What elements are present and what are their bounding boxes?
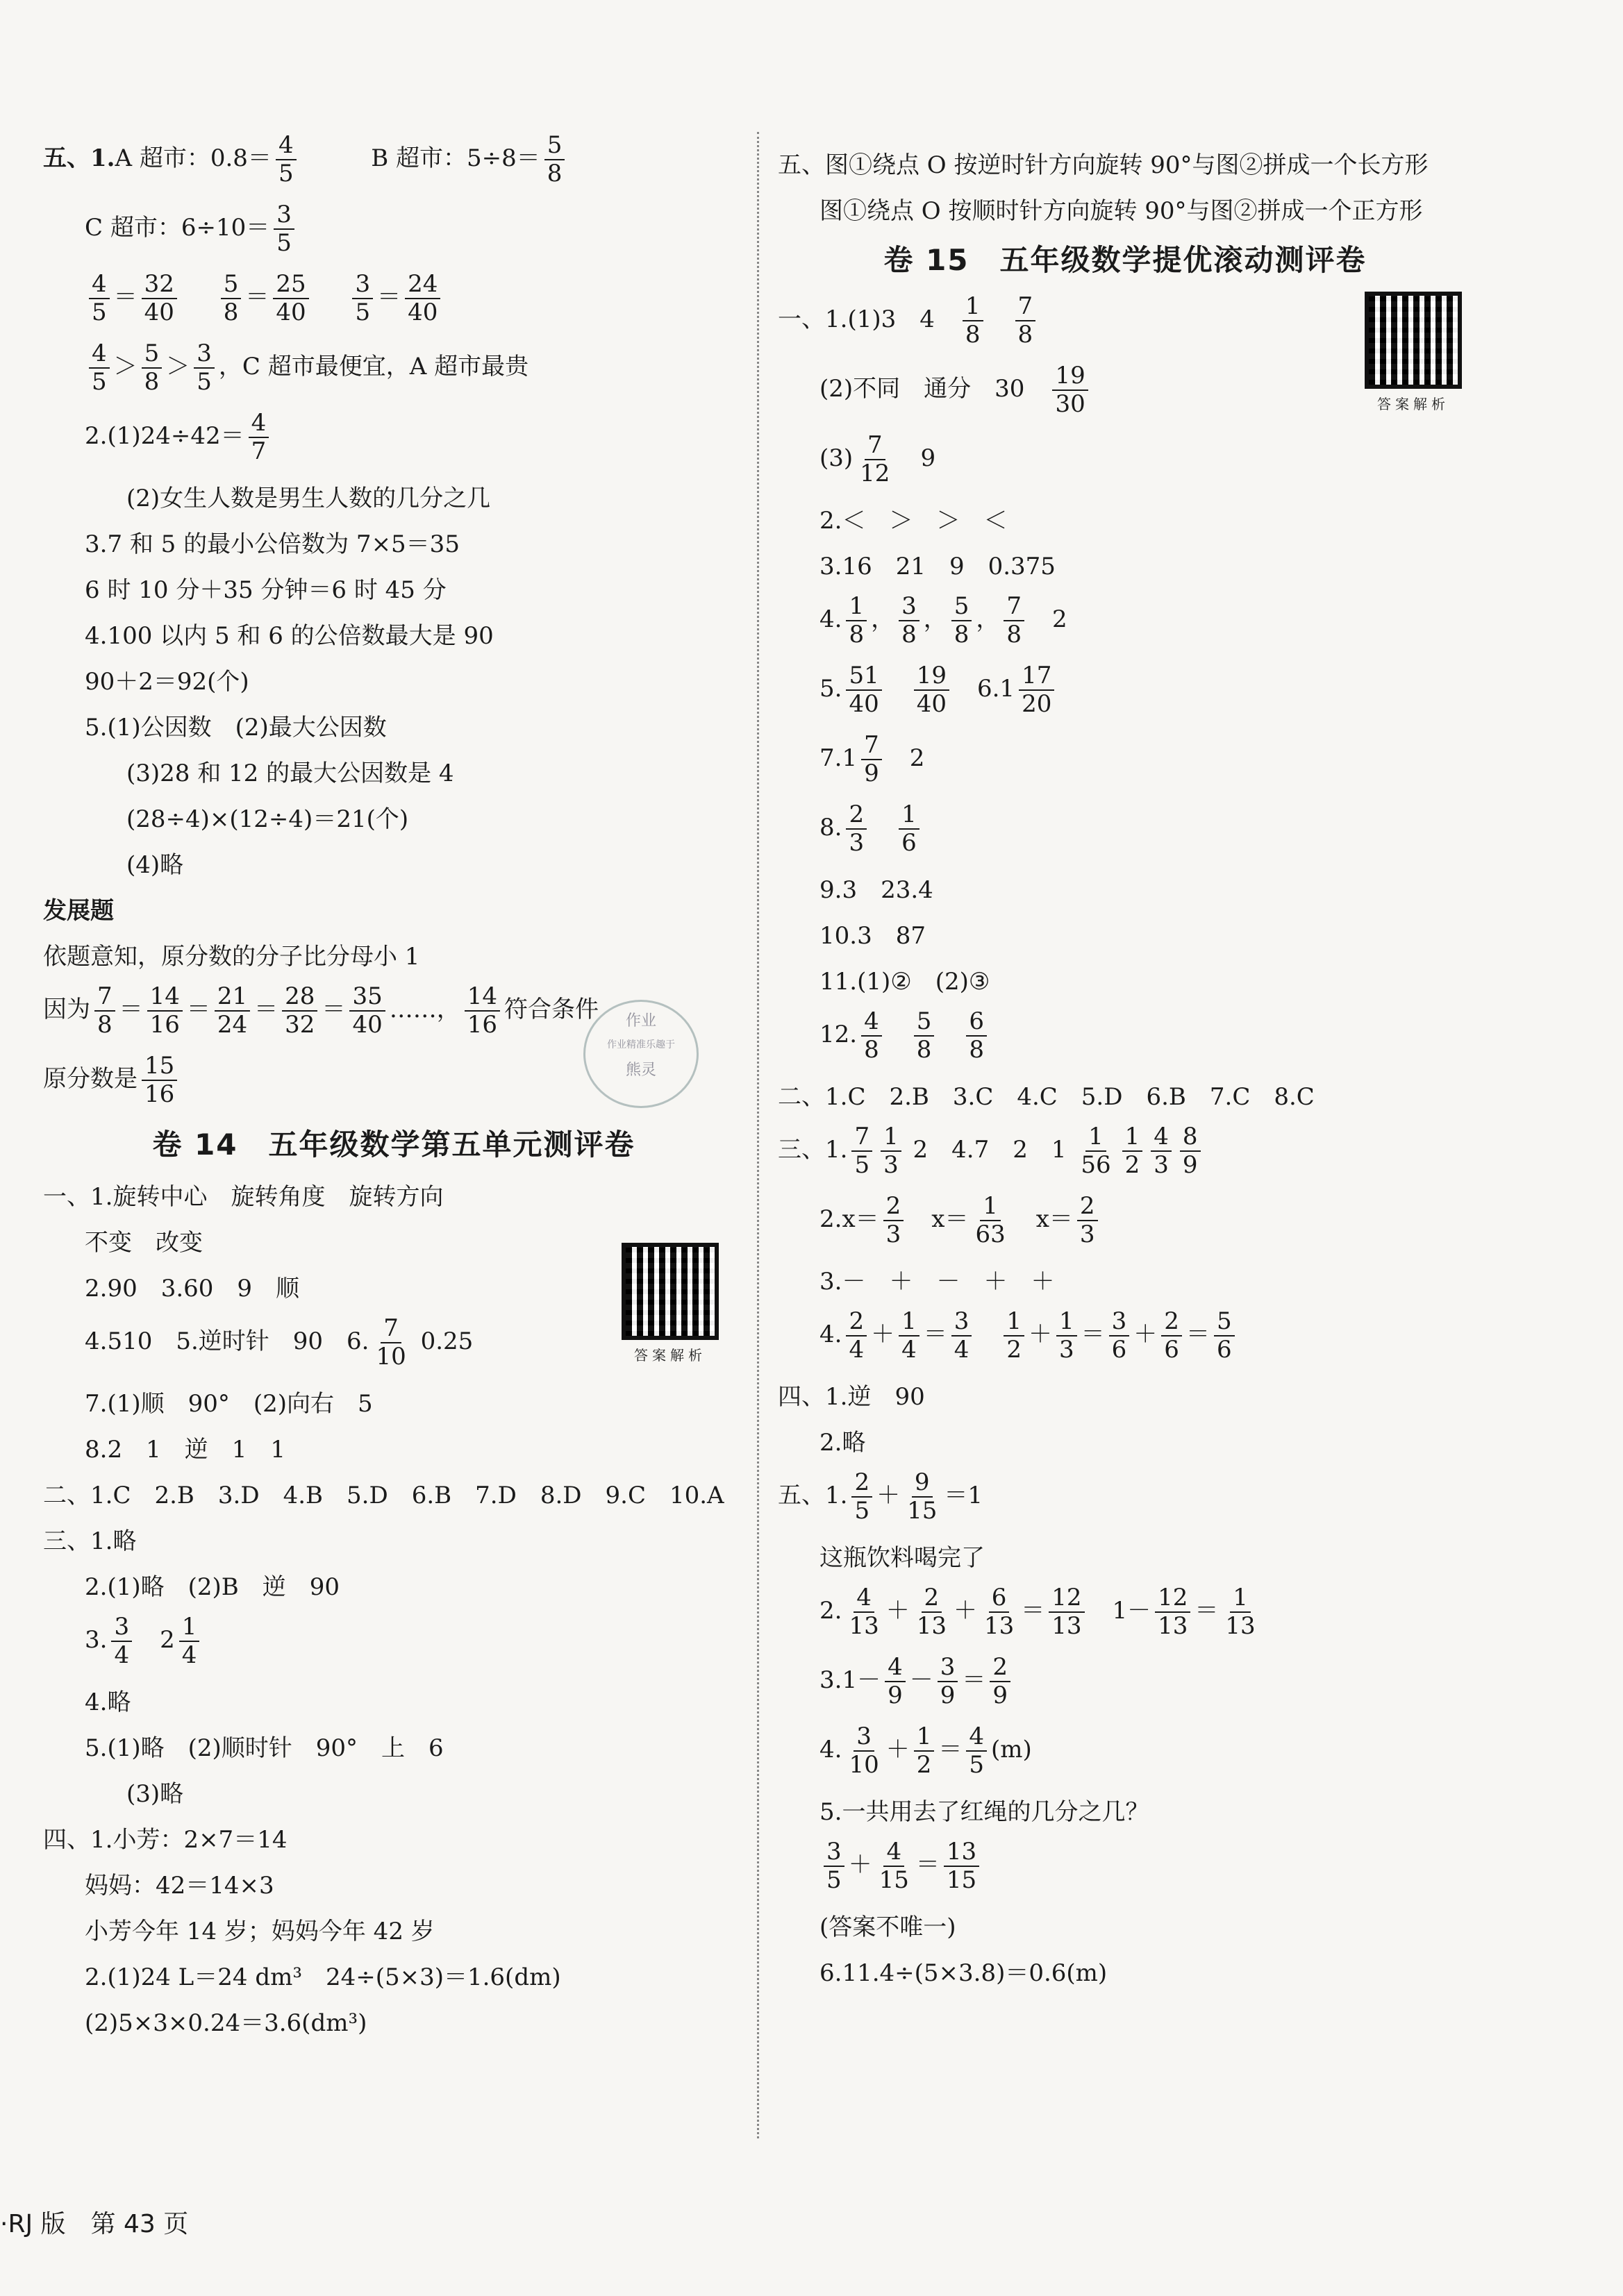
line-r-q1-3: (3) $\frac{7}{12}$ 9 — [819, 431, 936, 488]
line-dev3: 原分数是 $\frac{15}{16}$ — [43, 1053, 744, 1122]
line-dev2: 因为 $\frac{7}{8}$ ＝ $\frac{14}{16}$ ＝ $\frac{21}{24}$ ＝ $\frac{28}{32}$ ＝ $\frac{35}{40}$ ……， $\frac{14}{16}$ 符合条件 — [43, 982, 599, 1039]
line-r-q12: 12. $\frac{4}{8}$ $\frac{5}{8}$ $\frac{6}{8}$ — [778, 1008, 1570, 1078]
line-q5c: (28÷4)×(12÷4)＝21(个) — [126, 805, 409, 833]
line-r-s5-1: 五、1. $\frac{2}{5}$ ＋ $\frac{9}{15}$ ＝1 — [778, 1468, 983, 1525]
line-q2-2: (2)女生人数是男生人数的几分之几 — [126, 485, 491, 512]
line-j14-s4-1b: 妈妈：42＝14×3 — [85, 1872, 274, 1900]
line-q3a: 3.7 和 5 的最小公倍数为 7×5＝35 — [85, 530, 460, 558]
line-r-q1-2: (2)不同 通分 30 $\frac{19}{30}$ — [778, 362, 1570, 432]
column-divider — [757, 132, 759, 2138]
dev-title: 发展题 — [43, 897, 114, 925]
line-r-s5-6: 6.11.4÷(5×3.8)＝0.6(m) — [819, 1959, 1108, 1987]
line-a-b-market: 五、1.A 超市：0.8＝ $\frac{4}{5}$ B 超市：5÷8＝ $\frac{5}{8}$ — [43, 132, 744, 201]
line-j14-4: 4.510 5.逆时针 90 6. $\frac{7}{10}$ 0.25 — [85, 1314, 474, 1371]
line-j14-s4-2: 2.(1)24 L＝24 dm³ 24÷(5×3)＝1.6(dm) — [85, 1963, 561, 1991]
line-r-s4-2: 2.略 — [819, 1429, 866, 1457]
juan14-title: 卷 14 五年级数学第五单元测评卷 — [152, 1128, 635, 1162]
line-r-q1-1: 一、1.(1)3 4 $\frac{1}{8}$ $\frac{7}{8}$ — [778, 293, 1570, 362]
line-r-s5-5-eq: $\frac{3}{5}$ ＋ $\frac{4}{15}$ ＝ $\frac{13}{15}$ — [778, 1838, 1570, 1908]
line-r-q7: 7.1 $\frac{7}{9}$ 2 — [819, 731, 925, 788]
line-dev1: 依题意知，原分数的分子比分母小 1 — [43, 943, 420, 971]
juan15-title: 卷 15 五年级数学提优滚动测评卷 — [883, 243, 1367, 277]
line-r-s4-1: 四、1.逆 90 — [778, 1383, 925, 1411]
line-j14-2: 2.90 3.60 9 顺 — [85, 1275, 300, 1302]
stamp-logo: 作业 作业精准乐趣于 熊灵 — [583, 1000, 699, 1108]
line-r-q4: 4. $\frac{1}{8}$ ， $\frac{3}{8}$ ， $\frac{5}{8}$ ， $\frac{7}{8}$ 2 — [819, 592, 1067, 649]
line-r-s3-1: 三、1. $\frac{7}{5}$ $\frac{1}{3}$ 2 4.7 2 1 $\frac{1}{56}$ $\frac{1}{2}$ $\frac{4}{3}$ $\frac{8}{9}$ — [778, 1123, 1570, 1193]
qr-code-juan15[interactable]: 答案解析 — [1361, 292, 1465, 413]
line-compare: $\frac{4}{5}$ ＞ $\frac{5}{8}$ ＞ $\frac{3}{5}$ ，C 超市最便宜，A 超市最贵 — [43, 340, 744, 410]
line-q5d: (4)略 — [126, 851, 184, 879]
line-r-s3-3: 3.－ ＋ － ＋ ＋ — [819, 1268, 1055, 1296]
qr-code-icon — [622, 1243, 719, 1340]
line-j14-s3-5: 5.(1)略 (2)顺时针 90° 上 6 — [85, 1734, 444, 1762]
line-j14-s3-1: 三、1.略 — [43, 1527, 137, 1555]
line-j14-7: 7.(1)顺 90° (2)向右 5 — [85, 1390, 373, 1418]
line-r-q11: 11.(1)② (2)③ — [819, 968, 990, 996]
line-r-s5-5: 5.一共用去了红绳的几分之几？ — [819, 1798, 1149, 1826]
page-footer: ·RJ 版 第 43 页 — [0, 2210, 189, 2238]
line-r-q3: 3.16 21 9 0.375 — [819, 553, 1056, 580]
line-r-q9: 9.3 23.4 — [819, 876, 933, 904]
line-r-s2: 二、1.C 2.B 3.C 4.C 5.D 6.B 7.C 8.C — [778, 1083, 1315, 1111]
line-r-q2: 2.＜ ＞ ＞ ＜ — [819, 507, 1008, 535]
line-r-s3-2: 2.x＝ $\frac{2}{3}$ x＝ $\frac{1}{63}$ x＝ $\frac{2}{3}$ — [778, 1193, 1570, 1262]
line-j14-s3-2: 2.(1)略 (2)B 逆 90 — [85, 1573, 340, 1601]
line-r-s5-1b: 这瓶饮料喝完了 — [819, 1544, 985, 1572]
right-column — [778, 146, 1570, 2000]
line-r-s5-5n: (答案不唯一) — [819, 1913, 956, 1941]
line-j14-s3-3: 3. $\frac{3}{4}$ 2 $\frac{1}{4}$ — [43, 1614, 744, 1683]
line-j14-s3-5b: (3)略 — [126, 1780, 184, 1808]
line-q5b: (3)28 和 12 的最大公因数是 4 — [126, 760, 454, 787]
line-r-s5-3: 3.1－ $\frac{4}{9}$ － $\frac{3}{9}$ ＝ $\frac{2}{9}$ — [778, 1654, 1570, 1723]
line-j14-1a: 一、1.旋转中心 旋转角度 旋转方向 — [43, 1183, 444, 1211]
line-r-s3-4: 4. $\frac{2}{4}$ ＋ $\frac{1}{4}$ ＝ $\frac{3}{4}$ $\frac{1}{2}$ ＋ $\frac{1}{3}$ ＝ $\frac{3}{6}$ ＋ $\frac{2}{6}$ ＝ $\frac{5}{6}$ — [778, 1308, 1570, 1377]
line-r-s5-2: 2. $\frac{4}{13}$ ＋ $\frac{2}{13}$ ＋ $\frac{6}{13}$ ＝ $\frac{12}{13}$ 1－ $\frac{12}{13}$ ＝ $\frac{1}{13}$ — [819, 1584, 1256, 1641]
line-r-s5-4: 4. $\frac{3}{10}$ ＋ $\frac{1}{2}$ ＝ $\frac{4}{5}$ (m) — [819, 1723, 1032, 1779]
line-q3b: 6 时 10 分＋35 分钟＝6 时 45 分 — [85, 576, 447, 604]
line-q4a: 4.100 以内 5 和 6 的公倍数最大是 90 — [85, 622, 494, 650]
line-r-s5b: 图①绕点 O 按顺时针方向旋转 90°与图②拼成一个正方形 — [819, 197, 1423, 225]
line-r-q10: 10.3 87 — [819, 922, 926, 950]
line-j14-1b: 不变 改变 — [85, 1229, 203, 1257]
qr-code-juan14[interactable]: 答案解析 — [618, 1243, 722, 1364]
line-j14-s4-2b: (2)5×3×0.24＝3.6(dm³) — [85, 2009, 367, 2037]
line-q2-1: 2.(1)24÷42＝ $\frac{4}{7}$ — [43, 410, 744, 479]
line-j14-s3-4: 4.略 — [85, 1689, 131, 1716]
line-j14-8: 8.2 1 逆 1 1 — [85, 1436, 285, 1464]
line-j14-s2: 二、1.C 2.B 3.D 4.B 5.D 6.B 7.D 8.D 9.C 10.A — [43, 1482, 724, 1509]
line-r-q8: 8. $\frac{2}{3}$ $\frac{1}{6}$ — [778, 801, 1570, 871]
line-r-s5a: 五、图①绕点 O 按逆时针方向旋转 90°与图②拼成一个长方形 — [778, 151, 1429, 179]
line-j14-s4-1c: 小芳今年 14 岁；妈妈今年 42 岁 — [85, 1918, 435, 1945]
line-j14-s4-1: 四、1.小芳：2×7＝14 — [43, 1826, 288, 1854]
line-q5a: 5.(1)公因数 (2)最大公因数 — [85, 714, 387, 741]
line-c-market: C 超市：6÷10＝ $\frac{3}{5}$ — [43, 201, 744, 271]
line-r-q5-6: 5. $\frac{51}{40}$ $\frac{19}{40}$ 6.1 $\frac{17}{20}$ — [778, 662, 1570, 732]
line-q4b: 90＋2＝92(个) — [85, 668, 249, 696]
line-equiv-fractions: $\frac{4}{5}$ ＝ $\frac{32}{40}$ $\frac{5}{8}$ ＝ $\frac{25}{40}$ $\frac{3}{5}$ ＝ $\frac{24}{40}$ — [43, 271, 744, 340]
qr-code-icon — [1365, 292, 1462, 389]
